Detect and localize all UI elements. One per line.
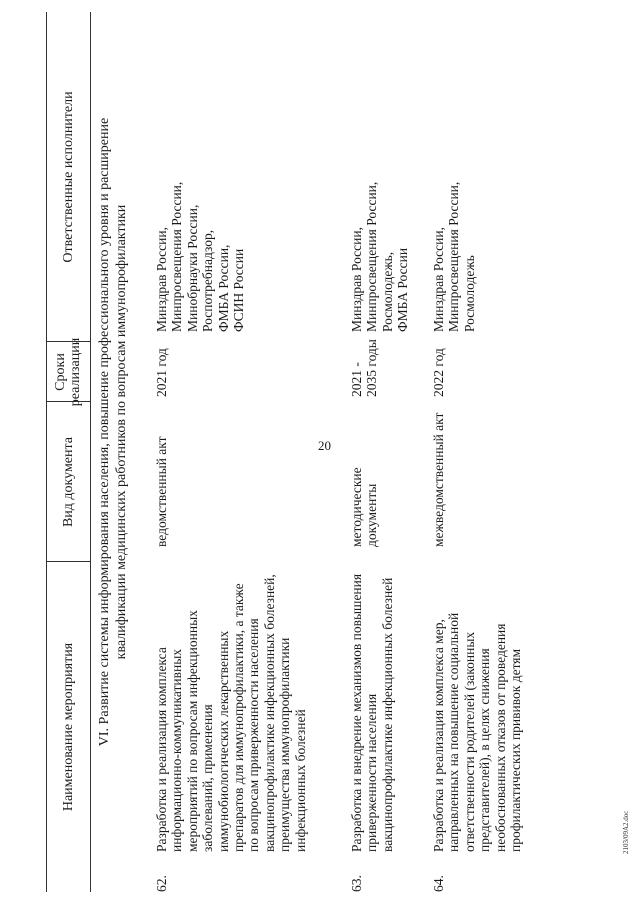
header-doc-type: Вид документа xyxy=(60,436,76,528)
row-name: Разработка и внедрение механизмов повышения приверженности населения вакцинопрофилактике инфекционных болезней xyxy=(349,573,395,852)
row-executors: Минздрав России, Минпросвещения России, Росмолодежь, ФМБА России xyxy=(349,181,411,332)
row-doc-type: ведомственный акт xyxy=(154,436,169,547)
header-name: Наименование мероприятия xyxy=(60,642,76,812)
row-term: 2021 год xyxy=(154,348,169,397)
row-term: 2021 - 2035 годы xyxy=(349,339,380,397)
header-bottom-border xyxy=(90,12,91,892)
header-executors: Ответственные исполнители xyxy=(60,91,76,263)
row-executors: Минздрав России, Минпросвещения России, Минобрнауки России, Роспотребнадзор, ФМБА России, ФСИН России xyxy=(154,181,247,332)
footer-file-code: 2103/09А2.doc xyxy=(622,810,630,854)
row-number: 62. xyxy=(154,875,169,892)
row-doc-type: методические документы xyxy=(349,467,380,547)
row-term: 2022 год xyxy=(431,348,446,397)
row-name: Разработка и реализация комплекса информационно-коммуникативных мероприятий по вопросам инфекционных заболеваний, применения иммунобиологических лекарственных препаратов для иммунопрофилактики, а также по вопросам приверженности населения вакцинопрофилактике инфекционных болезней, преимущества иммунопрофилактики инфекционных болезней xyxy=(154,574,308,852)
row-number: 64. xyxy=(431,875,446,892)
row-doc-type: межведомственный акт xyxy=(431,412,446,547)
row-executors: Минздрав России, Минпросвещения России, Росмолодежь xyxy=(431,181,477,332)
row-name: Разработка и реализация комплекса мер, направленных на повышение социальной ответственности родителей (законных представителей), в целях снижения необоснованных отказов от проведения профилактических прививок детям xyxy=(431,612,524,852)
page-number: 20 xyxy=(318,438,331,453)
row-number: 63. xyxy=(349,875,364,892)
section-title: VI. Развитие системы информирования населения, повышение профессионального уровня и расширение квалификации медицинских работников по вопросам иммунопрофилактики xyxy=(97,117,129,747)
rotated-table xyxy=(46,12,608,892)
header-term: Сроки реализации xyxy=(53,337,83,407)
